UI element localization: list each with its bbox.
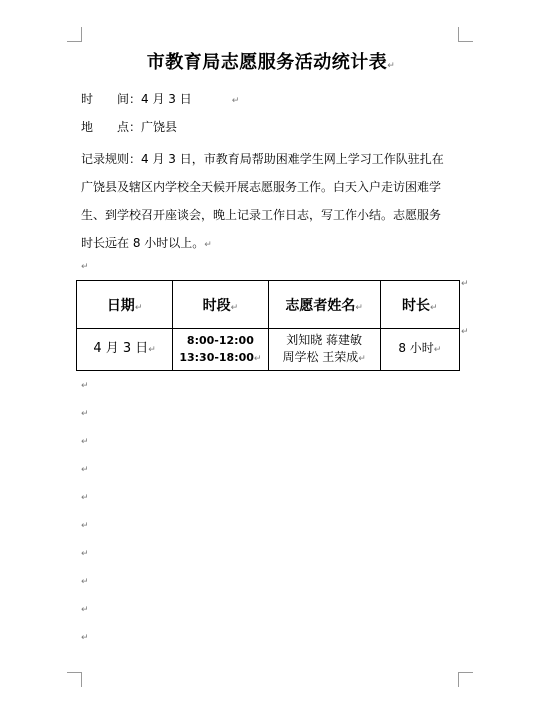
empty-paragraph-mark[interactable]: ↵	[81, 262, 89, 272]
rule-line-4	[81, 229, 466, 259]
header-duration[interactable]	[380, 281, 459, 329]
cell-volunteer-names[interactable]	[268, 329, 380, 371]
header-duration-label: 时长	[402, 297, 431, 314]
place-label: 地 点：	[81, 120, 142, 134]
empty-paragraph-mark[interactable]: ↵	[81, 465, 89, 475]
document-title[interactable]	[0, 48, 542, 74]
paragraph-mark: ↵	[230, 302, 239, 313]
row-end-mark: ↵	[461, 279, 469, 289]
paragraph-mark: ↵	[430, 302, 438, 313]
empty-paragraph-mark[interactable]: ↵	[81, 437, 89, 447]
cell-period[interactable]	[173, 329, 268, 371]
volunteer-stats-table[interactable]	[76, 280, 460, 371]
paragraph-mark: ↵	[355, 302, 363, 313]
header-date-label: 日期	[106, 297, 135, 314]
crop-mark-top-right	[458, 27, 473, 42]
rule-line-1: 记录规则：4 月 3 日，市教育局帮助困难学生网上学习工作队驻扎在	[81, 152, 444, 166]
empty-paragraph-mark[interactable]: ↵	[81, 493, 89, 503]
header-period-label: 时段	[202, 297, 231, 314]
place-line[interactable]	[81, 118, 177, 135]
cell-duration[interactable]	[380, 329, 459, 371]
table-header-row	[77, 281, 460, 329]
time-label: 时 间：	[81, 92, 142, 106]
empty-paragraph-mark[interactable]: ↵	[81, 549, 89, 559]
empty-paragraph-mark[interactable]: ↵	[81, 633, 89, 643]
paragraph-mark: ↵	[231, 96, 240, 106]
crop-mark-top-left	[67, 27, 82, 42]
header-volunteer-names[interactable]	[268, 281, 380, 329]
row-end-mark: ↵	[461, 327, 469, 337]
crop-mark-bottom-left	[67, 672, 82, 687]
names-line-2-text: 周学松 王荣成	[282, 349, 359, 364]
names-line-2	[269, 349, 380, 368]
empty-paragraph-mark[interactable]: ↵	[81, 381, 89, 391]
header-names-label: 志愿者姓名	[285, 297, 356, 314]
paragraph-mark: ↵	[204, 240, 212, 250]
crop-mark-bottom-right	[458, 672, 473, 687]
paragraph-mark: ↵	[433, 345, 442, 355]
record-rule-paragraph[interactable]	[81, 145, 466, 259]
rule-line-3: 生、到学校召开座谈会，晚上记录工作日志，写工作小结。志愿服务	[81, 208, 442, 222]
rule-line-2: 广饶县及辖区内学校全天候开展志愿服务工作。白天入户走访困难学	[81, 180, 442, 194]
names-line-1: 刘知晓 蒋建敏	[286, 332, 363, 347]
time-value: 4 月 3 日	[141, 92, 192, 106]
empty-paragraph-mark[interactable]: ↵	[81, 521, 89, 531]
period-line-2	[173, 349, 267, 368]
empty-paragraph-mark[interactable]: ↵	[81, 409, 89, 419]
header-date[interactable]	[77, 281, 173, 329]
time-line[interactable]	[81, 90, 239, 107]
empty-paragraph-mark[interactable]: ↵	[81, 605, 89, 615]
document-title-text: 市教育局志愿服务活动统计表	[146, 52, 388, 73]
cell-date[interactable]	[77, 329, 173, 371]
empty-paragraph-mark[interactable]: ↵	[81, 577, 89, 587]
header-period[interactable]	[173, 281, 268, 329]
paragraph-mark: ↵	[387, 61, 396, 71]
rule-line-4-text: 时长远在 8 小时以上。	[81, 236, 205, 250]
paragraph-mark: ↵	[148, 345, 156, 355]
table-row	[77, 329, 460, 371]
period-line-2-text: 13:30-18:00	[179, 350, 254, 364]
cell-date-text: 4 月 3 日	[93, 341, 149, 356]
paragraph-mark: ↵	[134, 302, 143, 313]
period-line-1: 8:00-12:00	[186, 333, 254, 347]
place-value: 广饶县	[141, 120, 178, 134]
paragraph-mark: ↵	[253, 353, 262, 364]
paragraph-mark: ↵	[358, 353, 366, 364]
cell-duration-text: 8 小时	[398, 341, 434, 355]
